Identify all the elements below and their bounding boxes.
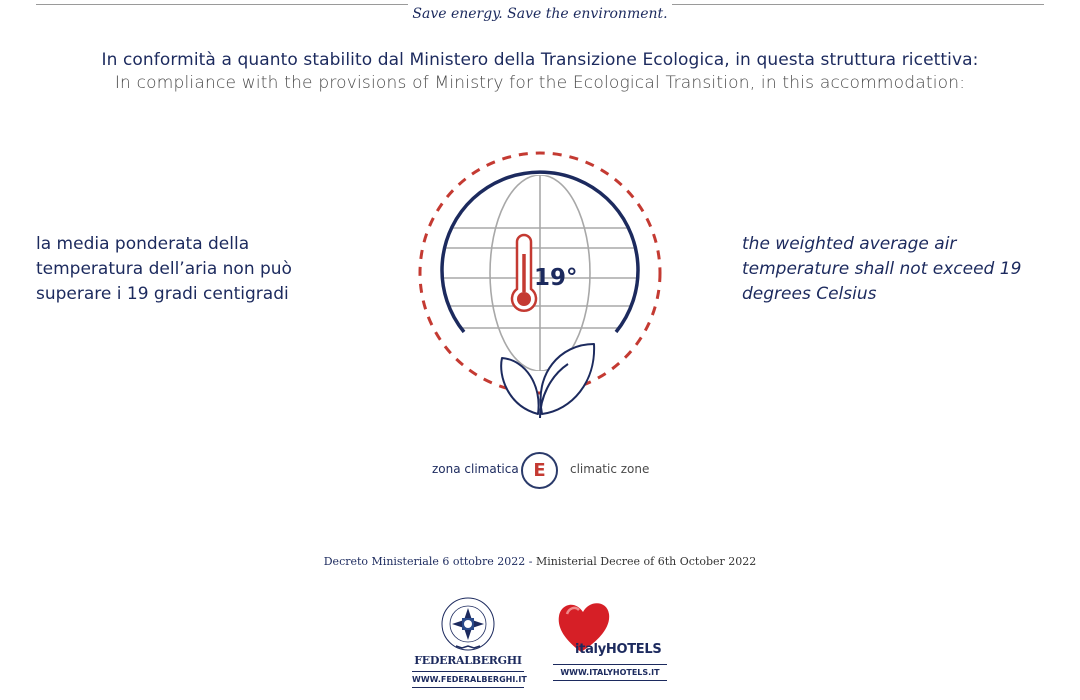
italyhotels-divider-bottom (553, 680, 667, 681)
decree-italian: Decreto Ministeriale 6 ottobre 2022 (323, 555, 526, 568)
federalberghi-divider (412, 671, 524, 672)
decree-separator: - (525, 555, 536, 568)
federalberghi-divider-bottom (412, 687, 524, 688)
federalberghi-url[interactable]: WWW.FEDERALBERGHI.IT (412, 675, 527, 684)
thermometer-icon (512, 235, 536, 311)
temperature-emblem (410, 150, 670, 420)
decree-line (0, 555, 1080, 568)
temperature-value: 19° (534, 265, 578, 291)
zone-label-italian: zona climatica (432, 462, 519, 476)
intro-italian: In conformità a quanto stabilito dal Ministero della Transizione Ecologica, in questa struttura ricettiva: (101, 50, 979, 70)
italyhotels-logo (553, 596, 667, 681)
top-divider-left (36, 4, 408, 5)
federalberghi-name: FEDERALBERGHI (414, 654, 522, 667)
italyhotels-name: italyHOTELS (575, 642, 662, 657)
rule-text-italian: la media ponderata della temperatura dell’aria non può superare i 19 gradi centigradi (36, 234, 292, 304)
federalberghi-emblem-icon (412, 596, 524, 652)
decree-english: Ministerial Decree of 6th October 2022 (535, 555, 757, 568)
climatic-zone-row (0, 452, 1080, 488)
top-divider-right (672, 4, 1044, 5)
header-tagline: Save energy. Save the environment. (412, 6, 668, 22)
zone-label-english: climatic zone (570, 462, 650, 476)
rule-text-english: the weighted average air temperature shall not exceed 19 degrees Celsius (742, 234, 1022, 304)
italyhotels-url[interactable]: WWW.ITALYHOTELS.IT (560, 668, 660, 677)
leaf-icon (501, 344, 594, 418)
federalberghi-logo (412, 596, 527, 688)
italyhotels-divider (553, 664, 667, 665)
intro-english: In compliance with the provisions of Ministry for the Ecological Transition, in this accommodation: (114, 73, 966, 93)
zone-badge: E (521, 452, 558, 489)
